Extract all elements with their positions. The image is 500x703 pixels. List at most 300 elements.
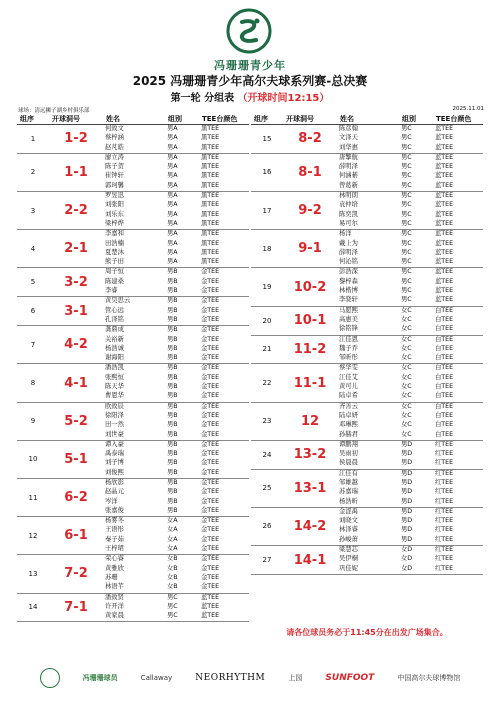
player-category: 男A (167, 143, 178, 151)
page-header (0, 0, 500, 118)
tee-color: 白TEE (435, 383, 454, 391)
player-name: 田浩楠 (105, 239, 124, 247)
player-category-cell (399, 402, 433, 440)
player-category: 男D (401, 507, 413, 515)
player-category: 男B (167, 364, 178, 372)
start-hole: 13-1 (283, 469, 337, 507)
player-name-cell (337, 469, 399, 507)
player-category-cell (165, 268, 199, 297)
player-name: 林楷博 (339, 287, 358, 295)
tee-color: 红TEE (435, 526, 454, 534)
player-category: 男D (401, 440, 413, 448)
tee-color: 金TEE (201, 535, 220, 543)
player-name-cell (103, 517, 165, 555)
group-number: 1 (17, 125, 49, 154)
group-number: 17 (251, 192, 283, 230)
player-category: 男C (401, 143, 412, 151)
info-line (18, 106, 484, 114)
tee-color-cell (199, 326, 249, 364)
player-category: 男A (167, 163, 178, 171)
player-category: 女A (167, 545, 178, 553)
player-category: 女C (401, 364, 412, 372)
player-name-cell (337, 125, 399, 154)
group-number: 10 (17, 440, 49, 478)
player-name: 侯晨晨 (339, 459, 358, 467)
tee-color: 黑TEE (201, 248, 220, 256)
player-name: 熊子田 (105, 258, 124, 266)
player-name: 孙峻萧 (339, 535, 358, 543)
group-number: 13 (17, 555, 49, 593)
start-hole: 2-1 (49, 230, 103, 268)
player-category: 男A (167, 181, 178, 189)
player-name: 刘乐东 (105, 210, 124, 218)
start-hole: 10-2 (283, 268, 337, 306)
tee-color-cell (199, 268, 249, 297)
player-category: 男C (401, 268, 412, 276)
player-category: 女C (401, 421, 412, 429)
tee-color: 蓝TEE (435, 258, 454, 266)
tee-color-cell (199, 125, 249, 154)
player-category-cell (165, 440, 199, 478)
tee-color-cell (199, 230, 249, 268)
group-number: 19 (251, 268, 283, 306)
player-name: 苏嘉瑞 (339, 488, 358, 496)
player-category: 男C (401, 296, 412, 304)
player-category: 男C (167, 612, 178, 620)
group-row (251, 440, 483, 469)
group-number: 15 (251, 125, 283, 154)
group-number: 14 (17, 593, 49, 622)
player-category: 男C (401, 153, 412, 161)
player-name-cell (103, 326, 165, 364)
player-name: 赵芃皓 (105, 143, 124, 151)
player-name-cell (103, 268, 165, 297)
tee-color: 金TEE (201, 277, 220, 285)
tee-color-cell (433, 546, 483, 575)
group-row (251, 125, 483, 154)
player-name: 林泽睿 (339, 526, 358, 534)
player-category-cell (165, 402, 199, 440)
player-category-cell (165, 555, 199, 593)
tee-color: 金TEE (201, 468, 220, 476)
junior-golf-logo-icon (226, 8, 272, 54)
group-number: 20 (251, 306, 283, 335)
player-name: 张嘉俊 (105, 506, 124, 514)
tee-color-cell (433, 469, 483, 507)
player-category-cell (165, 230, 199, 268)
player-category: 男B (167, 268, 178, 276)
player-category: 男C (401, 163, 412, 171)
player-name-cell (337, 230, 399, 268)
group-row (251, 364, 483, 402)
player-category: 女B (167, 573, 178, 581)
start-hole: 10-1 (283, 306, 337, 335)
player-name: 刘张阳 (105, 201, 124, 209)
player-name: 吴雨初 (339, 450, 358, 458)
player-name: 陈建桑 (105, 277, 124, 285)
player-category: 男B (167, 478, 178, 486)
sponsor-logo-5: SUNFOOT (325, 673, 375, 683)
player-name: 李嘉和 (105, 230, 124, 238)
tee-color: 红TEE (435, 564, 454, 572)
start-hole: 3-2 (49, 268, 103, 297)
player-category: 女B (167, 583, 178, 591)
tee-color: 蓝TEE (435, 277, 454, 285)
player-name: 孙赫君 (339, 430, 358, 438)
group-row (17, 153, 249, 191)
start-hole: 3-1 (49, 297, 103, 326)
player-category: 男B (167, 354, 178, 362)
player-category: 女C (401, 402, 412, 410)
tee-color: 蓝TEE (201, 593, 220, 601)
group-row (251, 402, 483, 440)
player-category: 男D (401, 526, 413, 534)
tee-color: 金TEE (201, 306, 220, 314)
tee-time-label: （开球时间12:15） (237, 93, 330, 104)
table-header-row (251, 114, 483, 125)
tee-color: 金TEE (201, 287, 220, 295)
player-name-cell (337, 364, 399, 402)
tee-color: 红TEE (435, 497, 454, 505)
tee-color: 金TEE (201, 326, 220, 334)
player-category-cell (399, 364, 433, 402)
tee-color: 金TEE (201, 335, 220, 343)
player-name-cell (337, 402, 399, 440)
tee-color: 红TEE (435, 488, 454, 496)
player-name: 王梓珺 (105, 545, 124, 553)
player-category-cell (399, 125, 433, 154)
player-category: 男A (167, 125, 178, 132)
player-category-cell (399, 469, 433, 507)
tee-color: 金TEE (201, 478, 220, 486)
player-name: 刘晓文 (339, 517, 358, 525)
player-category: 男D (401, 497, 413, 505)
player-name: 夏楚沐 (105, 248, 124, 256)
player-name: 薛明泽 (339, 248, 358, 256)
player-category-cell (165, 192, 199, 230)
tee-color: 金TEE (201, 373, 220, 381)
start-hole: 11-1 (283, 364, 337, 402)
player-name: 林明朗 (339, 192, 358, 200)
player-category: 男B (167, 287, 178, 295)
group-number: 6 (17, 297, 49, 326)
tee-color: 白TEE (435, 411, 454, 419)
tee-color: 红TEE (435, 440, 454, 448)
player-name-cell (103, 192, 165, 230)
tee-color: 金TEE (201, 430, 220, 438)
player-category-cell (165, 364, 199, 402)
tee-color-cell (433, 268, 483, 306)
player-category: 女C (401, 373, 412, 381)
player-name: 江佳恩 (339, 335, 358, 343)
player-category: 男C (167, 593, 178, 601)
tee-color: 红TEE (435, 459, 454, 467)
tee-color: 蓝TEE (201, 612, 220, 620)
start-hole: 4-2 (49, 326, 103, 364)
player-name-cell (103, 364, 165, 402)
tee-color: 白TEE (435, 402, 454, 410)
player-name: 管心远 (105, 306, 124, 314)
player-name: 黄昊思云 (105, 297, 131, 305)
group-row (17, 125, 249, 154)
player-name: 戴上为 (339, 239, 358, 247)
tee-color: 金TEE (201, 459, 220, 467)
tee-color: 蓝TEE (435, 143, 454, 151)
tee-color: 金TEE (201, 526, 220, 534)
player-category: 女C (401, 411, 412, 419)
tee-color: 金TEE (201, 297, 220, 305)
player-name: 梁梓烨 (105, 219, 124, 227)
player-category: 男C (401, 134, 412, 142)
start-hole: 14-2 (283, 507, 337, 545)
player-category: 女B (167, 564, 178, 572)
tee-color: 蓝TEE (435, 239, 454, 247)
player-name: 陈彦翰 (339, 125, 358, 132)
player-name-cell (103, 153, 165, 191)
tee-color: 蓝TEE (435, 181, 454, 189)
tee-color-cell (199, 555, 249, 593)
group-number: 9 (17, 402, 49, 440)
tee-color-cell (433, 335, 483, 364)
player-name-cell (103, 297, 165, 326)
group-number: 18 (251, 230, 283, 268)
player-category: 女B (167, 555, 178, 563)
player-name: 唐擎航 (339, 153, 358, 161)
player-name: 马愿熙 (339, 306, 358, 314)
group-number: 22 (251, 364, 283, 402)
player-name: 赵晶元 (105, 488, 124, 496)
player-category: 女C (401, 383, 412, 391)
player-category: 男D (401, 535, 413, 543)
tee-color: 金TEE (201, 392, 220, 400)
tee-color: 金TEE (201, 488, 220, 496)
tee-color: 黑TEE (201, 153, 220, 161)
table-type-label: 分组表 (204, 93, 235, 104)
start-hole: 1-2 (49, 125, 103, 154)
player-category-cell (399, 546, 433, 575)
player-category-cell (399, 440, 433, 469)
group-row (17, 478, 249, 516)
player-name: 江佳艾 (339, 373, 358, 381)
group-number: 11 (17, 478, 49, 516)
player-category: 女C (401, 315, 412, 323)
pairings-table-right (251, 114, 483, 575)
tee-color: 黑TEE (201, 134, 220, 142)
player-category: 男D (401, 450, 413, 458)
player-category: 女A (167, 535, 178, 543)
player-category: 男A (167, 239, 178, 247)
player-category: 男A (167, 153, 178, 161)
tee-color: 黑TEE (201, 230, 220, 238)
player-name-cell (337, 192, 399, 230)
group-row (251, 306, 483, 335)
player-name: 潘致贤 (105, 593, 124, 601)
player-name-cell (103, 230, 165, 268)
player-name: 关裕新 (105, 335, 124, 343)
player-category-cell (165, 593, 199, 622)
tee-color: 金TEE (201, 545, 220, 553)
player-category: 男B (167, 506, 178, 514)
player-category-cell (165, 517, 199, 555)
tee-color-cell (433, 306, 483, 335)
tee-color: 蓝TEE (435, 201, 454, 209)
group-number: 12 (17, 517, 49, 555)
player-name: 龚鼎成 (105, 326, 124, 334)
tee-color: 金TEE (201, 268, 220, 276)
player-name: 罗昱迅 (105, 192, 124, 200)
tee-color-cell (433, 192, 483, 230)
tee-color: 白TEE (435, 344, 454, 352)
tee-color: 蓝TEE (435, 268, 454, 276)
player-name: 田一然 (105, 421, 124, 429)
col-header-hole: 开球洞号 (49, 114, 103, 125)
col-header-group: 组序 (251, 114, 283, 125)
player-category-cell (165, 153, 199, 191)
tee-color-cell (433, 402, 483, 440)
player-category: 女C (401, 392, 412, 400)
sponsor-logo-2: Callaway (140, 674, 173, 682)
start-hole: 2-2 (49, 192, 103, 230)
player-category: 男B (167, 440, 178, 448)
tee-color: 蓝TEE (435, 172, 454, 180)
tee-color-cell (199, 192, 249, 230)
col-header-category: 组别 (399, 114, 433, 125)
player-name: 林语芊 (105, 583, 124, 591)
tee-color-cell (199, 153, 249, 191)
col-header-name: 姓名 (103, 114, 165, 125)
tee-color-cell (433, 364, 483, 402)
group-number: 24 (251, 440, 283, 469)
event-date: 2025.11.01 (452, 106, 484, 112)
player-name: 蔡梓涵 (105, 134, 124, 142)
col-header-hole: 开球洞号 (283, 114, 337, 125)
player-category: 男C (401, 125, 412, 132)
player-name-cell (337, 306, 399, 335)
round-subtitle (0, 89, 500, 104)
tee-color: 红TEE (435, 478, 454, 486)
player-name: 刘世豪 (105, 430, 124, 438)
group-row (17, 192, 249, 230)
player-category: 男B (167, 373, 178, 381)
group-row (251, 268, 483, 306)
player-category: 男D (401, 478, 413, 486)
player-category: 男B (167, 326, 178, 334)
player-name: 徐阳泽 (105, 411, 124, 419)
player-category: 男A (167, 201, 178, 209)
tee-color: 红TEE (435, 546, 454, 554)
tee-color: 蓝TEE (435, 125, 454, 132)
start-hole: 5-2 (49, 402, 103, 440)
player-category: 男C (401, 239, 412, 247)
tee-color: 金TEE (201, 364, 220, 372)
start-hole: 14-1 (283, 546, 337, 575)
player-category-cell (399, 507, 433, 545)
group-row (17, 364, 249, 402)
group-number: 2 (17, 153, 49, 191)
player-category: 男B (167, 402, 178, 410)
player-category-cell (399, 335, 433, 364)
tee-color: 白TEE (435, 335, 454, 343)
player-name: 杨洋 (339, 230, 352, 238)
tee-color-cell (199, 402, 249, 440)
tee-color: 蓝TEE (435, 192, 454, 200)
col-header-name: 姓名 (337, 114, 399, 125)
tee-color: 金TEE (201, 421, 220, 429)
group-number: 8 (17, 364, 49, 402)
player-category-cell (399, 230, 433, 268)
tee-color-cell (433, 230, 483, 268)
col-header-category: 组别 (165, 114, 199, 125)
start-hole: 7-2 (49, 555, 103, 593)
tee-color: 金TEE (201, 517, 220, 525)
player-name: 杨欣影 (105, 478, 124, 486)
tee-color: 黑TEE (201, 163, 220, 171)
tee-color: 黑TEE (201, 219, 220, 227)
player-category: 女A (167, 526, 178, 534)
player-name: 薛明泽 (339, 163, 358, 171)
player-category: 男C (401, 210, 412, 218)
player-category: 男D (401, 488, 413, 496)
start-hole: 1-1 (49, 153, 103, 191)
player-name: 黄可儿 (339, 383, 358, 391)
logo-wordmark: 冯珊珊青少年 (214, 59, 286, 72)
player-category: 男B (167, 392, 178, 400)
player-name: 黎梓森 (339, 277, 358, 285)
sponsor-logo-6: 中国高尔夫球博物馆 (397, 674, 461, 682)
player-category: 男B (167, 411, 178, 419)
start-hole: 4-1 (49, 364, 103, 402)
player-name: 陈天华 (105, 383, 124, 391)
player-name: 袁仲培 (339, 201, 358, 209)
tee-color: 金TEE (201, 383, 220, 391)
tee-color: 黑TEE (201, 258, 220, 266)
player-category-cell (165, 125, 199, 154)
player-category: 男B (167, 344, 178, 352)
player-category: 男C (401, 258, 412, 266)
player-name-cell (103, 402, 165, 440)
player-name: 易可尔 (339, 219, 358, 227)
tee-color: 黑TEE (201, 125, 220, 132)
player-category: 女C (401, 306, 412, 314)
tee-color: 金TEE (201, 402, 220, 410)
tee-color: 黑TEE (201, 201, 220, 209)
tee-color: 黑TEE (201, 143, 220, 151)
tee-color: 蓝TEE (435, 134, 454, 142)
player-name-cell (337, 440, 399, 469)
tee-color: 蓝TEE (435, 219, 454, 227)
tee-color: 蓝TEE (435, 230, 454, 238)
player-category: 男D (401, 459, 413, 467)
tee-color: 蓝TEE (435, 210, 454, 218)
player-name: 杨雾冬 (105, 517, 124, 525)
group-number: 23 (251, 402, 283, 440)
player-name: 刘子博 (105, 459, 124, 467)
group-number: 26 (251, 507, 283, 545)
sponsor-logo-3: NEORHYTHM (195, 673, 266, 683)
player-name: 秦子茹 (105, 535, 124, 543)
group-row (17, 555, 249, 593)
player-name: 黄雅欣 (105, 564, 124, 572)
tee-color: 白TEE (435, 354, 454, 362)
table-header-row (17, 114, 249, 125)
group-row (17, 268, 249, 297)
player-name: 苏珊 (105, 573, 118, 581)
sponsor-logo-4: 上园 (288, 674, 303, 682)
player-name-cell (337, 153, 399, 191)
tee-color-cell (199, 297, 249, 326)
tee-color: 红TEE (435, 507, 454, 515)
group-row (17, 402, 249, 440)
